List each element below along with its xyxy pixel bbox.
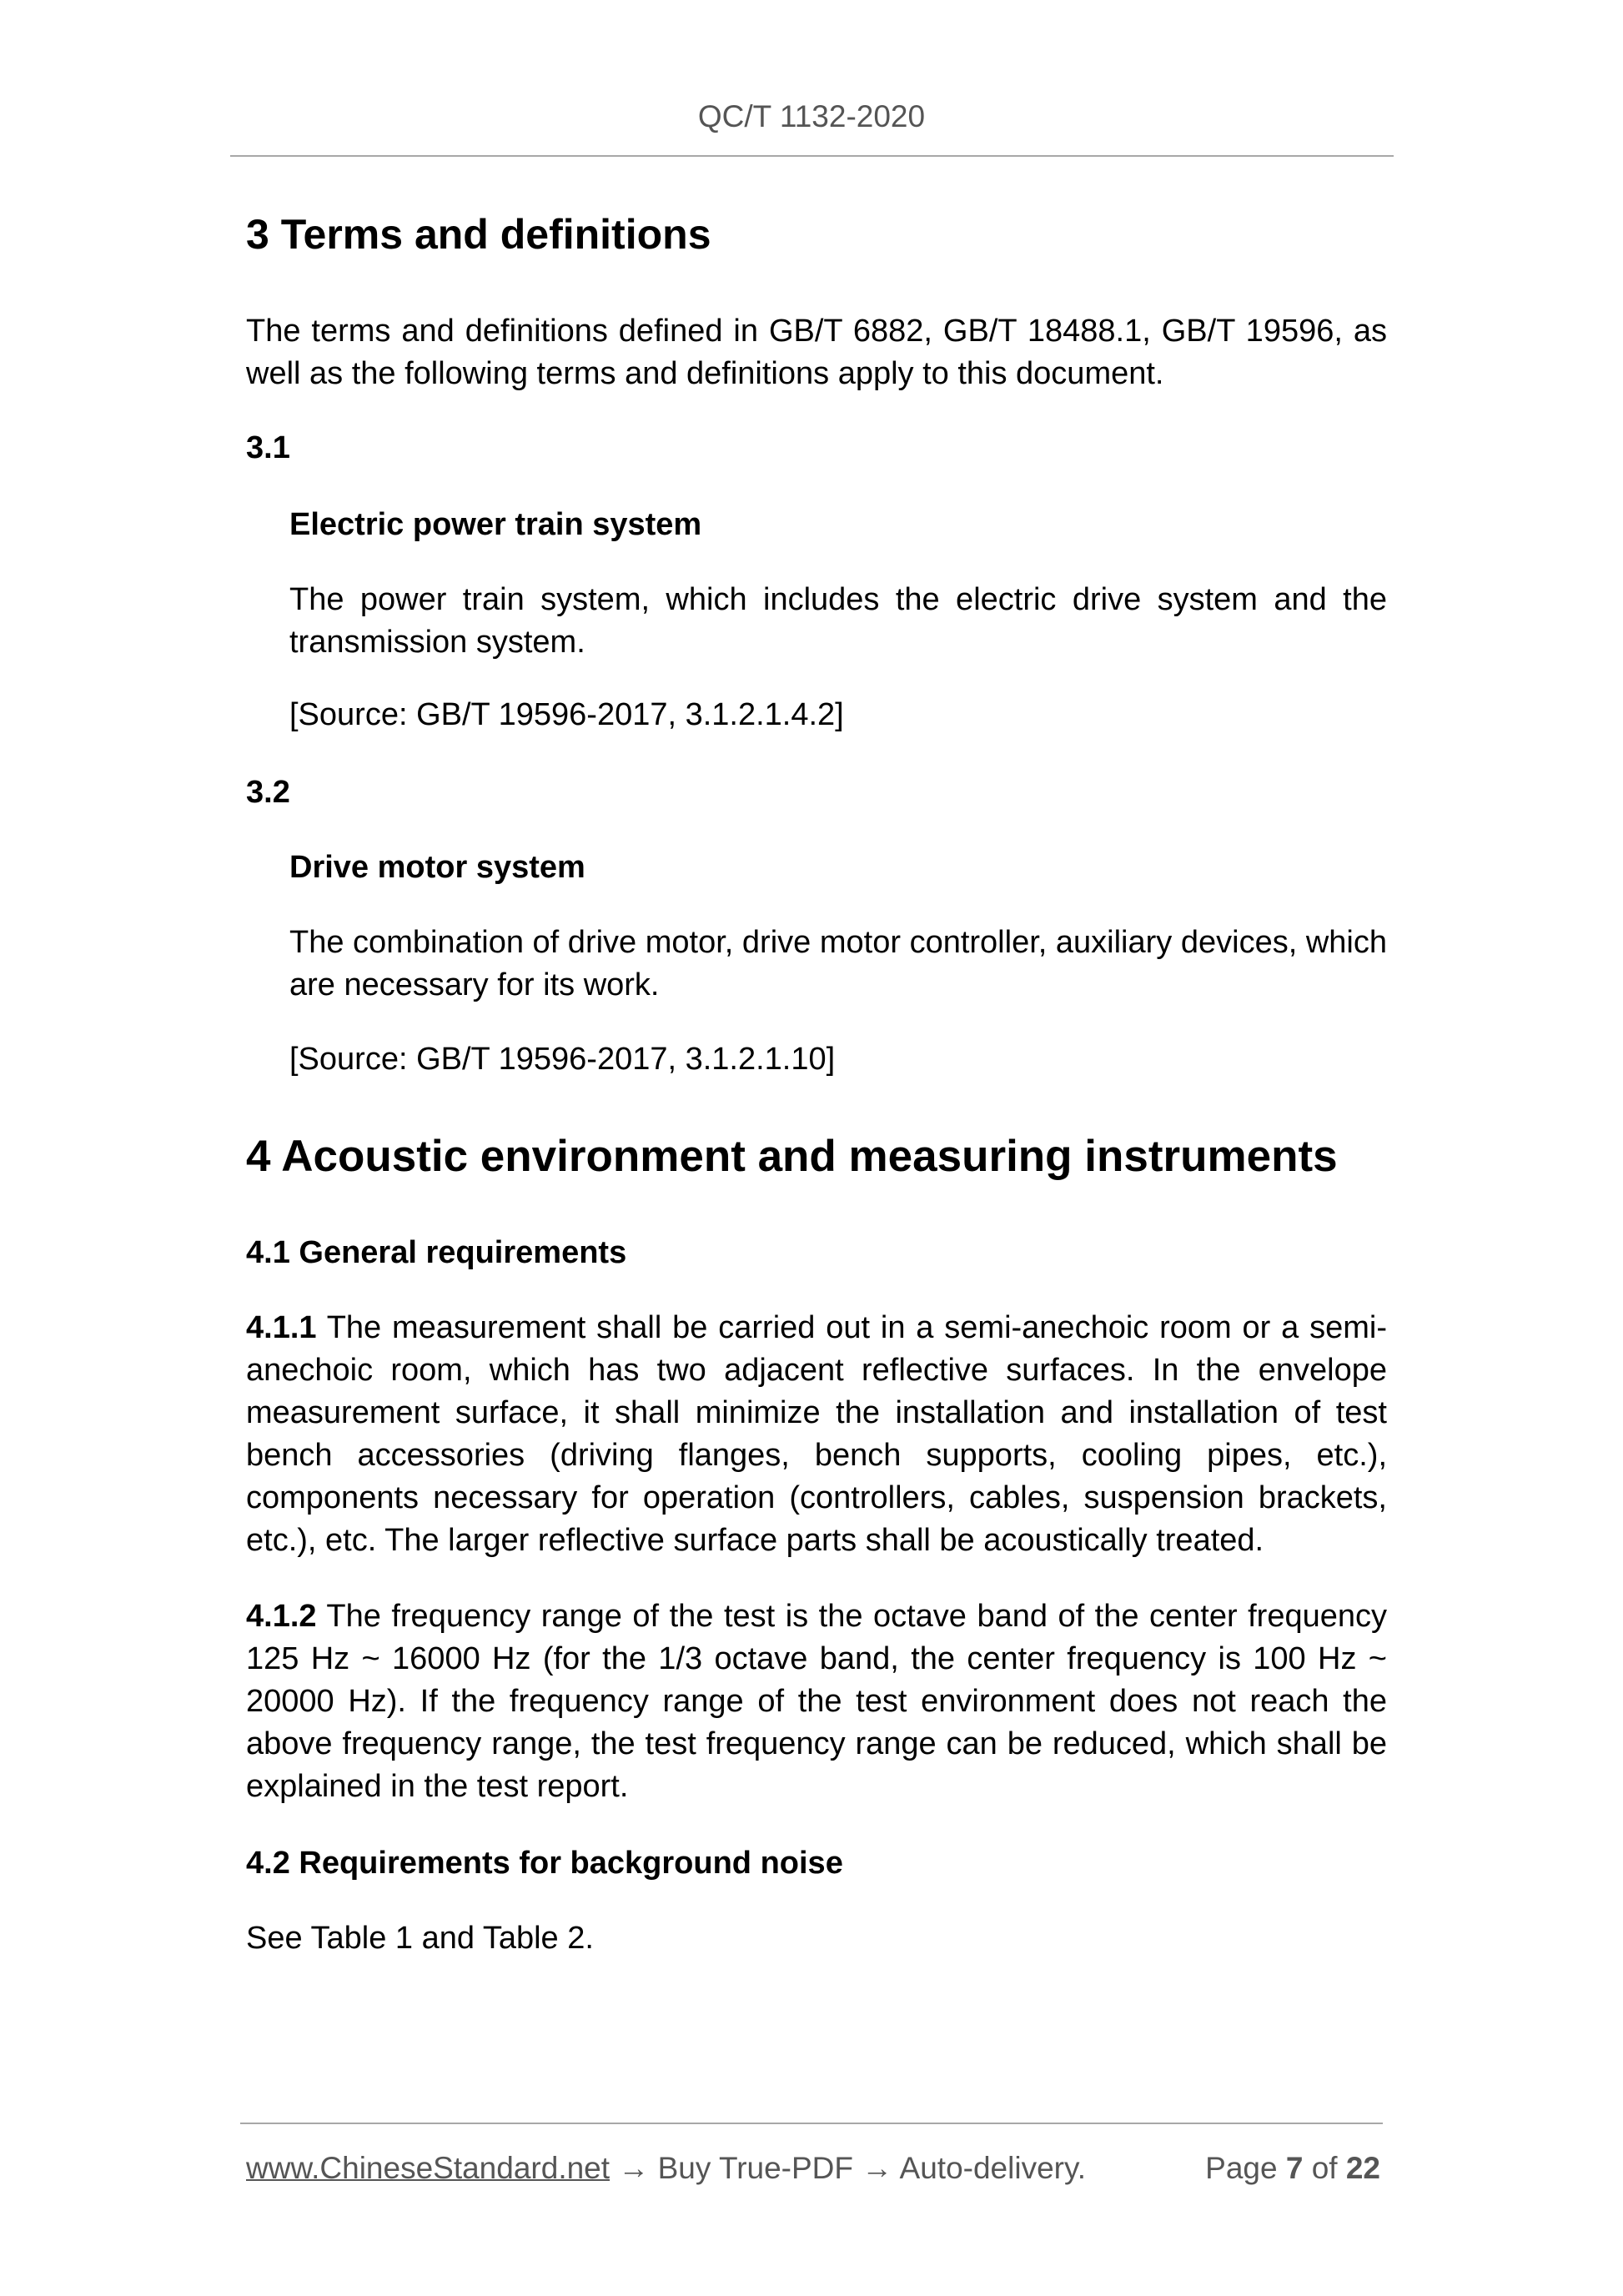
current-page: 7 [1285,2151,1304,2185]
footer-step-buy: Buy True-PDF [657,2151,854,2185]
page-label: Page [1205,2151,1278,2185]
website-link[interactable]: www.ChineseStandard.net [246,2151,611,2185]
document-id-header: QC/T 1132-2020 [697,99,926,133]
footer-divider [240,2123,1383,2124]
subsection-4-2-heading: 4.2 Requirements for background noise [246,1846,843,1881]
section-3-intro: The terms and definitions defined in GB/T 6882, GB/T 18488.1, GB/T 19596, as well as the following terms and definitions apply to this document. [246,314,1387,391]
term-3-2-number: 3.2 [246,775,290,810]
term-3-2-title: Drive motor system [289,850,585,885]
header-divider [230,155,1394,157]
page-footer [246,2150,1380,2187]
section-3-heading: 3 Terms and definitions [246,211,711,258]
term-3-1-number: 3.1 [246,430,290,465]
clause-4-1-2-number: 4.1.2 [246,1599,317,1634]
clause-4-1-1-text: The measurement shall be carried out in a semi-anechoic room or a semi-anechoic room, which has two adjacent reflective surfaces. In the envelope measurement surface, it shall minimize the installation and installation of test bench accessories (driving flanges, bench supports, cooling pipes, etc.), components necessary for operation (controllers, cables, suspension brackets, etc.), etc. The larger reflective surface parts shall be acoustically treated. [246,1310,1387,1558]
subsection-4-2-text: See Table 1 and Table 2. [246,1921,594,1956]
footer-step-delivery: Auto-delivery. [899,2151,1087,2185]
term-3-2-source: [Source: GB/T 19596-2017, 3.1.2.1.10] [289,1042,836,1077]
arrow-right-icon: → [862,2151,893,2185]
term-3-1-definition: The power train system, which includes the electric drive system and the transmission system. [289,582,1387,660]
clause-4-1-1 [246,1307,1387,1562]
page-of-label: of [1311,2151,1338,2185]
term-3-1-source: [Source: GB/T 19596-2017, 3.1.2.1.4.2] [289,697,844,732]
section-4-heading: 4 Acoustic environment and measuring instruments [246,1132,1338,1181]
term-3-2-definition: The combination of drive motor, drive motor controller, auxiliary devices, which are necessary for its work. [289,925,1387,1002]
subsection-4-1-heading: 4.1 General requirements [246,1235,627,1270]
footer-promo [246,2150,1086,2187]
clause-4-1-2-text: The frequency range of the test is the octave band of the center frequency 125 Hz ~ 16000 Hz (for the 1/3 octave band, the center frequency is 100 Hz ~ 20000 Hz). If the frequency range of the test environment does not reach the above frequency range, the test frequency range can be reduced, which shall be explained in the test report. [246,1599,1387,1804]
total-pages: 22 [1345,2151,1380,2185]
page-number [1205,2150,1380,2187]
clause-4-1-2 [246,1595,1387,1808]
clause-4-1-1-number: 4.1.1 [246,1310,317,1345]
term-3-1-title: Electric power train system [289,507,702,542]
arrow-right-icon: → [618,2151,650,2185]
